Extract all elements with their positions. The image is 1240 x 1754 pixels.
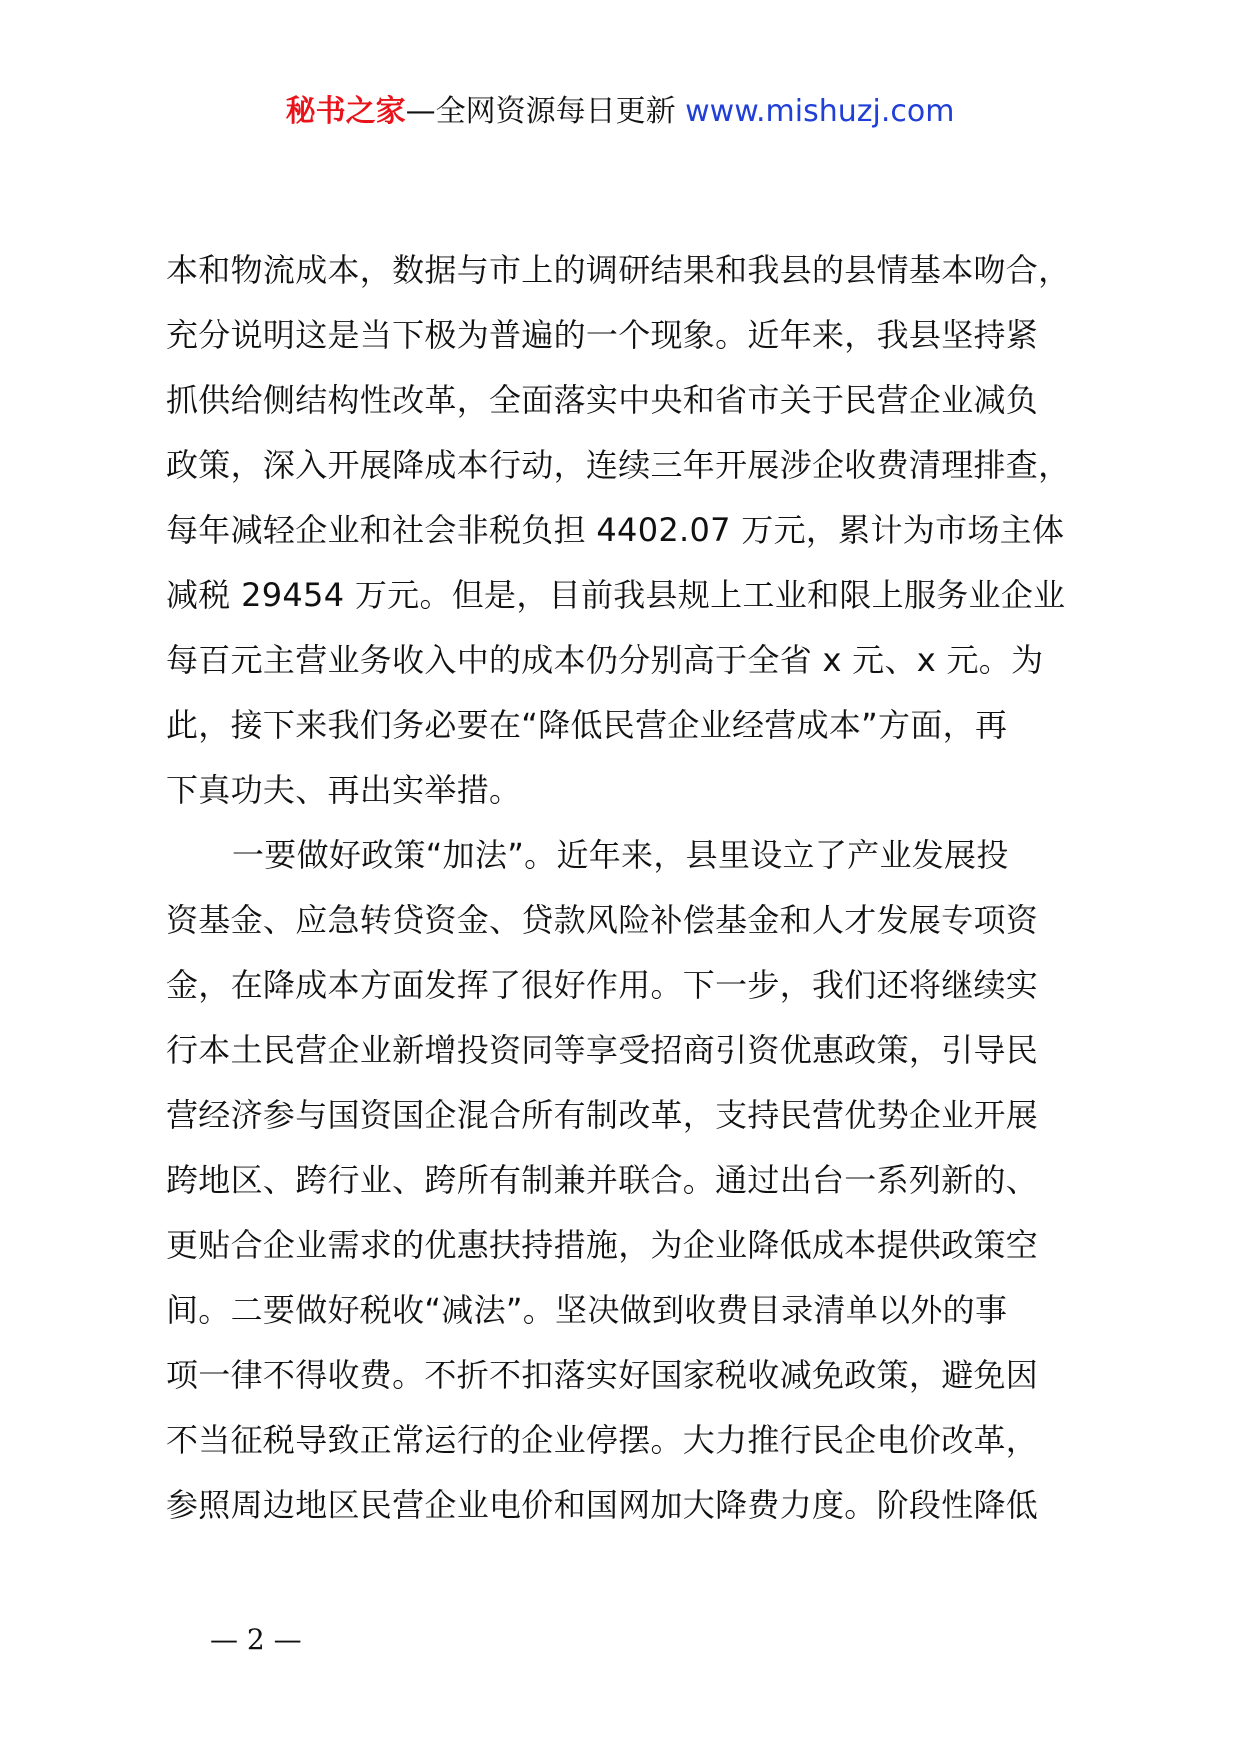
text-line: 营经济参与国资国企混合所有制改革，支持民营优势企业开展: [166, 1096, 1039, 1134]
text-line: 此，接下来我们务必要在“降低民营企业经营成本”方面，再: [166, 706, 1008, 744]
text-line: 每百元主营业务收入中的成本仍分别高于全省 x 元、x 元。为: [166, 641, 1044, 679]
text-line: 项一律不得收费。不折不扣落实好国家税收减免政策，避免因: [166, 1356, 1039, 1394]
page-number: — 2 —: [210, 1623, 302, 1656]
text-line: 下真功夫、再出实举措。: [166, 771, 522, 809]
text-line: 跨地区、跨行业、跨所有制兼并联合。通过出台一系列新的、: [166, 1161, 1039, 1199]
site-brand: 秘书之家: [285, 94, 406, 129]
text-line: 每年减轻企业和社会非税负担 4402.07 万元，累计为市场主体: [166, 511, 1065, 549]
site-header: [0, 92, 1240, 132]
text-line: 不当征税导致正常运行的企业停摆。大力推行民企电价改革，: [166, 1421, 1039, 1459]
text-line: 政策，深入开展降成本行动，连续三年开展涉企收费清理排查，: [166, 446, 1071, 484]
text-line: 抓供给侧结构性改革，全面落实中央和省市关于民营企业减负: [166, 381, 1039, 419]
text-line: 减税 29454 万元。但是，目前我县规上工业和限上服务业企业: [166, 576, 1066, 614]
text-line: 更贴合企业需求的优惠扶持措施，为企业降低成本提供政策空: [166, 1226, 1039, 1264]
site-tagline: —全网资源每日更新: [405, 94, 686, 129]
text-line: 充分说明这是当下极为普遍的一个现象。近年来，我县坚持紧: [166, 316, 1039, 354]
site-url: www.mishuzj.com: [685, 94, 955, 129]
paragraph-first-line: 一要做好政策“加法”。近年来，县里设立了产业发展投: [232, 836, 1009, 874]
text-line: 本和物流成本，数据与市上的调研结果和我县的县情基本吻合，: [166, 251, 1071, 289]
document-body: [166, 238, 1116, 1538]
text-line: 资基金、应急转贷资金、贷款风险补偿基金和人才发展专项资: [166, 901, 1039, 939]
text-line: 参照周边地区民营企业电价和国网加大降费力度。阶段性降低: [166, 1486, 1039, 1524]
text-line: 行本土民营企业新增投资同等享受招商引资优惠政策，引导民: [166, 1031, 1039, 1069]
text-line: 间。二要做好税收“减法”。坚决做到收费目录清单以外的事: [166, 1291, 1008, 1329]
text-line: 金，在降成本方面发挥了很好作用。下一步，我们还将继续实: [166, 966, 1039, 1004]
